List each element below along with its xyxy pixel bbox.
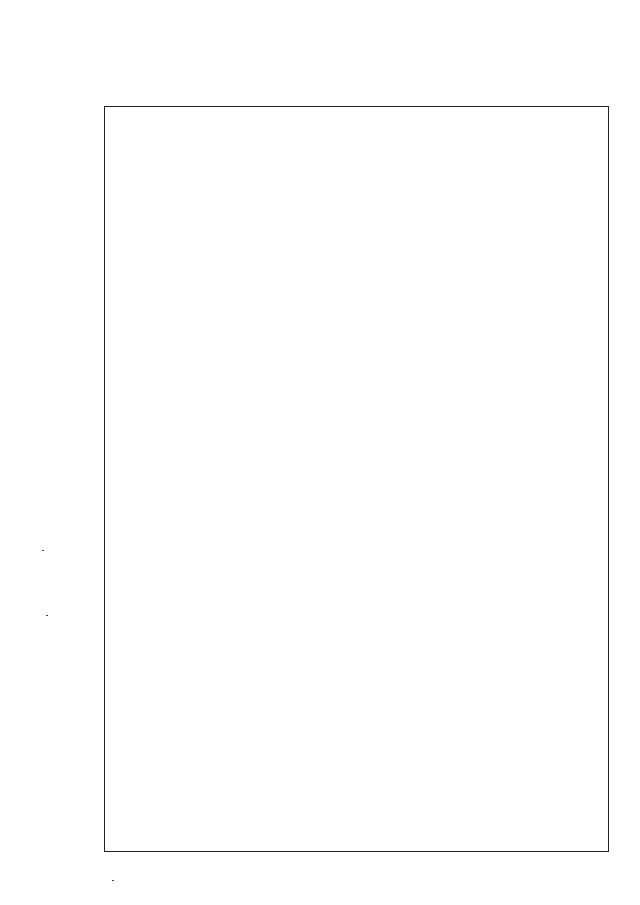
header-cell-1 <box>104 107 132 121</box>
financing-table <box>104 106 609 852</box>
header-cell-11 <box>527 107 554 121</box>
header-cell-8 <box>450 107 475 121</box>
header-cell-12 <box>554 107 582 121</box>
header-cell-13 <box>582 107 609 121</box>
header-cell-5 <box>363 107 393 121</box>
scan-speck <box>112 880 114 881</box>
header-cell-2 <box>132 107 278 121</box>
header-cell-10 <box>500 107 527 121</box>
header-cell-7 <box>423 107 450 121</box>
header-cell-4 <box>333 107 363 121</box>
header-cell-6 <box>393 107 423 121</box>
header-cell-3 <box>278 107 333 121</box>
scan-speck <box>42 550 44 551</box>
scan-speck <box>46 615 48 616</box>
header-cell-9 <box>475 107 500 121</box>
